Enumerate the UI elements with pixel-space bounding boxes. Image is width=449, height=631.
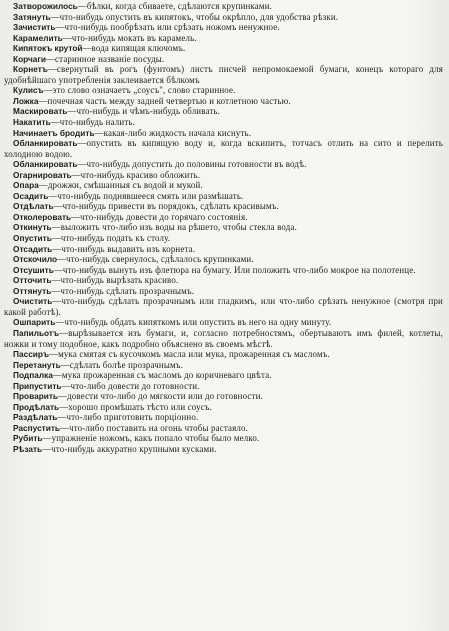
entry-otsushit bbox=[4, 265, 443, 276]
entry-term: Припустить bbox=[13, 380, 62, 391]
entry-term: Раздѣлать bbox=[13, 412, 58, 423]
entry-nakatit bbox=[4, 117, 443, 128]
entry-definition: —сдѣлать болѣе прозрачнымъ. bbox=[60, 359, 183, 370]
entry-kulis bbox=[4, 85, 443, 96]
entry-term: Обланкировать bbox=[13, 138, 78, 149]
entry-term: Зачистить bbox=[13, 22, 56, 33]
entry-oshparit bbox=[4, 317, 443, 328]
entry-zatvorozhilos bbox=[4, 1, 443, 12]
entry-term: Осадить bbox=[13, 190, 49, 201]
entry-term: Рубить bbox=[13, 433, 43, 444]
entry-definition: —выложить что-либо изъ воды на рѣшето, чтобы стекла вода. bbox=[51, 222, 297, 233]
entry-term: Огарнировать bbox=[13, 169, 72, 180]
entry-otkinut bbox=[4, 222, 443, 233]
entry-definition: —опустить въ кипящую воду и, когда вскипитъ, тотчасъ отлить на сито и перелить холодною водою. bbox=[4, 138, 443, 159]
entry-brodit bbox=[4, 128, 443, 139]
entry-definition: —что-нибудь и чѣмъ-нибудь обливать. bbox=[67, 106, 221, 117]
entry-definition: —свернутый въ рогъ (фунтомъ) листъ писчей непромокаемой бумаги, конецъ котораго для удобнѣйшаго употребленія заклеивается бѣлкомъ bbox=[4, 64, 443, 85]
entry-definition: —что-либо поставить на огонь чтобы растаяло. bbox=[60, 422, 249, 433]
entry-term: Отточить bbox=[13, 275, 52, 286]
entry-term: Накатить bbox=[13, 117, 51, 128]
entry-peretanut bbox=[4, 360, 443, 371]
entry-definition: —это слово означаетъ „соусъ", слово старинное. bbox=[43, 85, 236, 96]
entry-term: Опустить bbox=[13, 233, 52, 244]
entry-term: Кипятокъ крутой bbox=[13, 43, 83, 54]
entry-definition: —что-нибудь красиво обложить. bbox=[71, 169, 201, 180]
entry-papilot bbox=[4, 328, 443, 349]
entry-term: Папильотъ bbox=[13, 327, 60, 338]
entry-term: Пассиръ bbox=[13, 349, 50, 360]
entry-term: Ошпарить bbox=[13, 317, 56, 328]
entry-razdelat bbox=[4, 412, 443, 423]
entry-definition: —что-либо довести до готовности. bbox=[61, 380, 200, 391]
entry-ogarnirovat bbox=[4, 170, 443, 181]
entry-definition: —что-нибудь допустить до половины готовности въ водѣ. bbox=[77, 159, 307, 170]
entry-definition: —вырѣзывается изъ бумаги, и, согласно потребностямъ, обертываютъ имъ филей, котлеты, ножки и тому подобное, какъ подробно объяснено въ своемъ мѣстѣ. bbox=[4, 327, 443, 349]
entry-term: Распустить bbox=[13, 422, 61, 433]
entry-definition: —что-либо приготовить порціонно. bbox=[57, 412, 199, 423]
entry-maskirovat bbox=[4, 106, 443, 117]
entry-otdelat bbox=[4, 201, 443, 212]
entry-term: Карамелить bbox=[13, 32, 63, 43]
entry-term: Подпалка bbox=[13, 370, 53, 381]
entry-ochistit bbox=[4, 296, 443, 317]
entry-definition: —что-нибудь опустить въ кипятокъ, чтобы окрѣпло, для удобства рѣзки. bbox=[50, 11, 339, 22]
entry-definition: —старинное названіе посуды. bbox=[45, 53, 165, 64]
entry-term: Ложка bbox=[13, 95, 39, 106]
entry-definition: —что-нибудь вынуть изъ флетюра на бумагу. Или положить что-либо мокрое на полотенце. bbox=[53, 264, 416, 275]
entry-term: Отколеровать bbox=[13, 211, 72, 222]
entry-term: Очистить bbox=[13, 296, 53, 307]
entry-definition: —что-нибудь сдѣлать прозрачнымъ или гладкимъ, или что-либо срѣзать ненужное (смотря при какой работѣ). bbox=[4, 296, 443, 317]
entry-zachistit bbox=[4, 22, 443, 33]
entry-term: Отдѣлать bbox=[13, 201, 54, 212]
entry-ottochit bbox=[4, 275, 443, 286]
entry-ottyanut bbox=[4, 286, 443, 297]
entry-opustit bbox=[4, 233, 443, 244]
entry-definition: —мука смятая съ кусочкомъ масла или мука, прожаренная съ масломъ. bbox=[49, 349, 330, 360]
entry-definition: —какая-либо жидкость начала киснуть. bbox=[94, 127, 252, 138]
entry-otskochilo bbox=[4, 254, 443, 265]
entry-definition: —что-нибудь обдать кипяткомъ или опустить въ него на одну минуту. bbox=[55, 317, 332, 328]
entry-definition: —мука прожаренная съ масломъ до коричневаго цвѣта. bbox=[52, 370, 272, 381]
entry-otkolerovat bbox=[4, 212, 443, 223]
entry-oblankirovat-1 bbox=[4, 138, 443, 159]
entry-definition: —хорошо промѣшать тѣсто или соусъ. bbox=[59, 401, 212, 412]
entry-definition: —что-нибудь налить. bbox=[50, 117, 136, 128]
entry-osadit bbox=[4, 191, 443, 202]
entry-term: Обланкировать bbox=[13, 159, 78, 170]
entry-definition: —что-нибудь поднявшееся смять или размѣшать. bbox=[48, 190, 244, 201]
entry-term: Оттянуть bbox=[13, 285, 52, 296]
entry-otsadit bbox=[4, 244, 443, 255]
entry-definition: —что-нибудь пообрѣзать или срѣзать ножомъ ненужное. bbox=[55, 22, 280, 33]
entry-definition: —что-нибудь аккуратно крупными кусками. bbox=[42, 443, 217, 454]
entry-zatyanut bbox=[4, 12, 443, 23]
entry-definition: —дрожжи, смѣшанныя съ водой и мукой. bbox=[38, 180, 203, 191]
entry-definition: —довести что-либо до мягкости или до готовности. bbox=[58, 391, 263, 402]
entry-term: Опара bbox=[13, 180, 39, 191]
entry-podpalka bbox=[4, 370, 443, 381]
entry-lozhka bbox=[4, 96, 443, 107]
entry-definition: —что-нибудь вырѣзать красиво. bbox=[51, 275, 179, 286]
entry-term: Затворожилось bbox=[13, 1, 78, 11]
entry-term: Откинуть bbox=[13, 222, 52, 233]
entry-term: Затянуть bbox=[13, 11, 51, 22]
entry-definition: —что-нибудь выдавить изъ корнета. bbox=[52, 243, 196, 254]
entry-definition: —что-нибудь привести въ порядокъ, сдѣлать красивымъ. bbox=[53, 201, 279, 212]
entry-term: Корчаги bbox=[13, 53, 46, 64]
entry-term: Рѣзать bbox=[13, 443, 43, 454]
entry-provarit bbox=[4, 391, 443, 402]
entry-term: Начинаетъ бродить bbox=[13, 127, 95, 138]
entry-definition: —вода кипящая ключомъ. bbox=[82, 43, 186, 54]
entry-definition: —бѣлки, когда сбиваете, сдѣлаются крупинками. bbox=[77, 1, 273, 11]
entry-term: Перетануть bbox=[13, 359, 61, 370]
entry-definition: —что-нибудь свернулось, сдѣлалось крупинками. bbox=[57, 254, 254, 265]
entry-opara bbox=[4, 180, 443, 191]
entry-definition: —что-нибудь сдѣлать прозрачнымъ. bbox=[51, 285, 195, 296]
entry-raspustit bbox=[4, 423, 443, 434]
entry-term: Продѣлать bbox=[13, 401, 60, 412]
entry-passir bbox=[4, 349, 443, 360]
entry-rezat bbox=[4, 444, 443, 455]
entry-korchagi bbox=[4, 54, 443, 65]
entry-term: Отскочило bbox=[13, 254, 58, 265]
entry-kornet bbox=[4, 64, 443, 85]
entry-term: Маскировать bbox=[13, 106, 68, 117]
entry-definition: —упражненіе ножомъ, какъ попало чтобы было мелко. bbox=[42, 433, 260, 444]
entry-term: Отсушить bbox=[13, 264, 54, 275]
entry-definition: —что-нибудь мокать въ карамель. bbox=[62, 32, 197, 43]
entry-pripustit bbox=[4, 381, 443, 392]
entry-term: Корнетъ bbox=[13, 64, 48, 75]
entry-term: Отсадить bbox=[13, 243, 53, 254]
entry-definition: —что-нибудь довести до горячаго состоянія. bbox=[71, 211, 248, 222]
entry-term: Проварить bbox=[13, 391, 59, 402]
entry-definition: —что-нибудь подать къ столу. bbox=[51, 233, 171, 244]
entry-term: Кулисъ bbox=[13, 85, 44, 96]
entry-kipyatok bbox=[4, 43, 443, 54]
entry-rubit bbox=[4, 433, 443, 444]
entry-definition: —почечная часть между задней четвертью и котлетною частью. bbox=[38, 95, 291, 106]
entry-prodelat bbox=[4, 402, 443, 413]
entry-oblankirovat-2 bbox=[4, 159, 443, 170]
entry-karamelit bbox=[4, 33, 443, 44]
